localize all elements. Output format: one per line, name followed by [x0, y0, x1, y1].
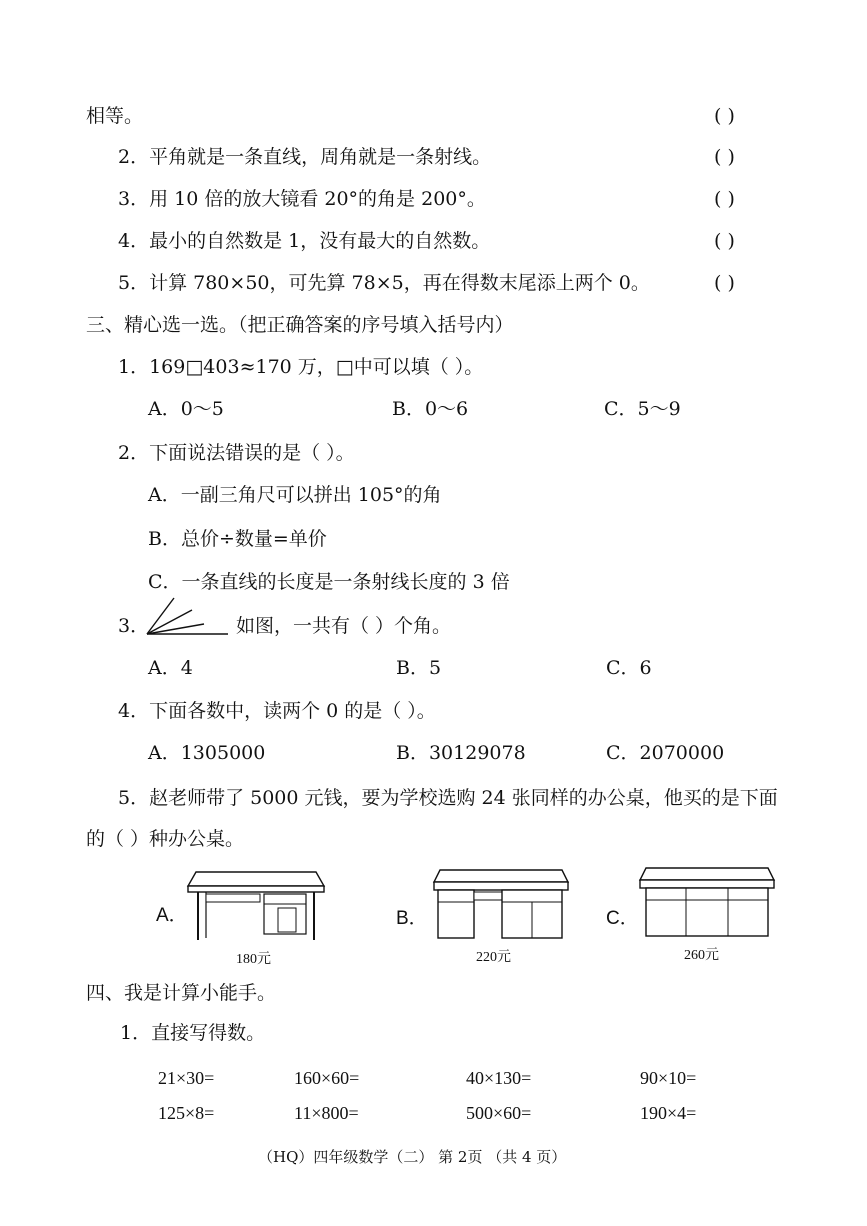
judge-item-2-paren[interactable]: ( ) [714, 146, 735, 168]
choice-q1-option-b[interactable]: B．0～6 [392, 398, 469, 420]
choice-section-heading: 三、精心选一选。（把正确答案的序号填入括号内） [86, 314, 514, 336]
desk-a-image [186, 868, 328, 944]
desk-option-a-label[interactable]: A． [156, 905, 188, 926]
angle-rays-figure [144, 596, 232, 638]
desk-c-price: 260元 [684, 948, 719, 963]
calc-item-r2c2: 11×800= [294, 1103, 359, 1123]
desk-a-price: 180元 [236, 952, 271, 967]
calc-item-r1c1: 21×30= [158, 1068, 215, 1088]
choice-q2-option-c[interactable]: C．一条直线的长度是一条射线长度的 3 倍 [148, 571, 510, 593]
choice-q3-option-a[interactable]: A．4 [148, 657, 193, 679]
judge-item-5-text: 5．计算 780×50，可先算 78×5，再在得数末尾添上两个 0。 [118, 272, 650, 294]
desk-b-image [432, 866, 572, 942]
desk-b-price: 220元 [476, 950, 511, 965]
choice-q4-text: 4．下面各数中，读两个 0 的是（ ）。 [118, 700, 436, 722]
choice-q3-option-c[interactable]: C．6 [606, 657, 652, 679]
calc-item-r2c4: 190×4= [640, 1103, 697, 1123]
page-footer: （HQ）四年级数学（二） 第 2页 （共 4 页） [258, 1148, 567, 1166]
judge-item-1-paren[interactable]: ( ) [714, 105, 735, 127]
choice-q2-text: 2．下面说法错误的是（ ）。 [118, 442, 355, 464]
desk-c-image [638, 864, 778, 940]
choice-q4-option-b[interactable]: B．30129078 [396, 742, 526, 764]
choice-q3-option-b[interactable]: B．5 [396, 657, 442, 679]
choice-q1-option-c[interactable]: C．5～9 [604, 398, 681, 420]
calc-item-r1c3: 40×130= [466, 1068, 532, 1088]
choice-q4-option-a[interactable]: A．1305000 [148, 742, 266, 764]
calc-item-r2c3: 500×60= [466, 1103, 532, 1123]
choice-q5-text-continued: 的（ ）种办公桌。 [86, 828, 245, 850]
judge-item-4-paren[interactable]: ( ) [714, 230, 735, 252]
judge-item-3-text: 3．用 10 倍的放大镜看 20°的角是 200°。 [118, 188, 486, 210]
desk-option-b-label[interactable]: B． [396, 908, 428, 929]
calc-subheading: 1．直接写得数。 [120, 1022, 266, 1044]
judge-item-2-text: 2．平角就是一条直线，周角就是一条射线。 [118, 146, 492, 168]
choice-q3-number: 3． [118, 615, 150, 637]
calc-item-r1c2: 160×60= [294, 1068, 360, 1088]
calc-section-heading: 四、我是计算小能手。 [86, 982, 277, 1004]
desk-option-c-label[interactable]: C． [606, 908, 639, 929]
choice-q4-option-c[interactable]: C．2070000 [606, 742, 725, 764]
choice-q1-text: 1．169□403≈170 万，□中可以填（ ）。 [118, 356, 484, 378]
judge-item-3-paren[interactable]: ( ) [714, 188, 735, 210]
choice-q2-option-b[interactable]: B．总价÷数量=单价 [148, 528, 327, 550]
choice-q2-option-a[interactable]: A．一副三角尺可以拼出 105°的角 [148, 484, 442, 506]
judge-item-5-paren[interactable]: ( ) [714, 272, 735, 294]
judge-item-4-text: 4．最小的自然数是 1，没有最大的自然数。 [118, 230, 491, 252]
calc-item-r2c1: 125×8= [158, 1103, 215, 1123]
judge-item-1-text: 相等。 [86, 105, 144, 127]
choice-q3-text: 如图，一共有（ ）个角。 [236, 615, 452, 637]
choice-q5-text: 5．赵老师带了 5000 元钱，要为学校选购 24 张同样的办公桌，他买的是下面 [118, 787, 778, 809]
choice-q1-option-a[interactable]: A．0～5 [148, 398, 224, 420]
calc-item-r1c4: 90×10= [640, 1068, 697, 1088]
